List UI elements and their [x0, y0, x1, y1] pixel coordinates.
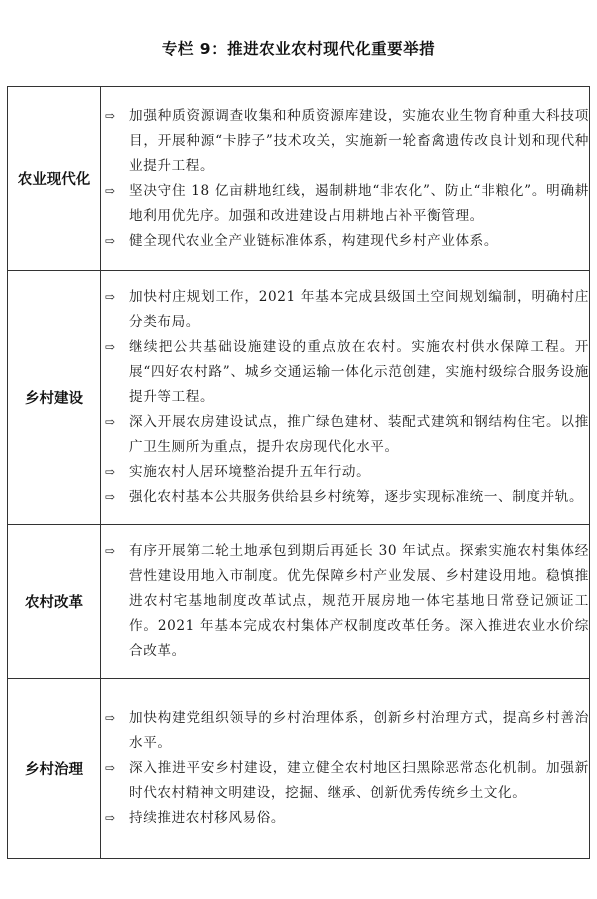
list-item: ⇨ 坚决守住 18 亿亩耕地红线，遏制耕地“非农化”、防止“非粮化”。明确耕地利用优先序。加强和改进建设占用耕地占补平衡管理。 — [101, 179, 589, 229]
hollow-arrow-bullet-icon: ⇨ — [105, 544, 116, 558]
page-title: 专栏 9：推进农业农村现代化重要举措 — [161, 40, 436, 58]
hollow-arrow-bullet-icon: ⇨ — [105, 465, 116, 479]
section-row-agri-modernization — [8, 87, 590, 271]
list-item: ⇨ 强化农村基本公共服务供给县乡村统筹，逐步实现标准统一、制度并轨。 — [101, 485, 589, 510]
hollow-arrow-bullet-icon: ⇨ — [105, 415, 116, 429]
category-cell — [8, 525, 101, 679]
hollow-arrow-bullet-icon: ⇨ — [105, 490, 116, 504]
list-item: ⇨ 加强种质资源调查收集和种质资源库建设，实施农业生物育种重大科技项目，开展种源“卡脖子”技术攻关，实施新一轮畜禽遗传改良计划和现代种业提升工程。 — [101, 104, 589, 179]
list-item: ⇨ 加快构建党组织领导的乡村治理体系，创新乡村治理方式，提高乡村善治水平。 — [101, 706, 589, 756]
measure-list — [101, 706, 589, 831]
list-item: ⇨ 继续把公共基础设施建设的重点放在农村。实施农村供水保障工程。开展“四好农村路”、城乡交通运输一体化示范创建，实施村级综合服务设施提升等工程。 — [101, 335, 589, 410]
hollow-arrow-bullet-icon: ⇨ — [105, 761, 116, 775]
section-row-rural-governance — [8, 679, 590, 859]
category-label: 乡村建设 — [25, 391, 83, 407]
list-item: ⇨ 加快村庄规划工作，2021 年基本完成县级国土空间规划编制，明确村庄分类布局。 — [101, 285, 589, 335]
hollow-arrow-bullet-icon: ⇨ — [105, 711, 116, 725]
category-label: 乡村治理 — [25, 762, 83, 778]
list-item: ⇨ 有序开展第二轮土地承包到期后再延长 30 年试点。探索实施农村集体经营性建设用地入市制度。优先保障乡村产业发展、乡村建设用地。稳慎推进农村宅基地制度改革试点，规范开展房地一体宅基地日常登记颁证工作。2021 年基本完成农村集体产权制度改革任务。深入推进农业水价综合改革。 — [101, 539, 589, 664]
category-label: 农业现代化 — [17, 172, 91, 188]
category-cell — [8, 679, 101, 859]
category-cell — [8, 87, 101, 271]
measure-list — [101, 539, 589, 664]
list-item: ⇨ 持续推进农村移风易俗。 — [101, 806, 589, 831]
hollow-arrow-bullet-icon: ⇨ — [105, 183, 116, 198]
hollow-arrow-bullet-icon: ⇨ — [105, 290, 116, 304]
content-cell — [101, 679, 590, 859]
list-item: ⇨ 实施农村人居环境整治提升五年行动。 — [101, 460, 589, 485]
measures-table — [7, 86, 590, 859]
hollow-arrow-bullet-icon: ⇨ — [105, 811, 116, 825]
list-item: ⇨ 健全现代农业全产业链标准体系，构建现代乡村产业体系。 — [101, 229, 589, 254]
measure-list — [101, 104, 589, 254]
content-cell — [101, 271, 590, 525]
list-item: ⇨ 深入开展农房建设试点，推广绿色建材、装配式建筑和钢结构住宅。以推广卫生厕所为重点，提升农房现代化水平。 — [101, 410, 589, 460]
section-row-rural-reform — [8, 525, 590, 679]
section-row-rural-construction — [8, 271, 590, 525]
content-cell — [101, 525, 590, 679]
category-cell — [8, 271, 101, 525]
list-item: ⇨ 深入推进平安乡村建设，建立健全农村地区扫黑除恶常态化机制。加强新时代农村精神文明建设，挖掘、继承、创新优秀传统乡土文化。 — [101, 756, 589, 806]
category-label: 农村改革 — [25, 595, 83, 611]
content-cell — [101, 87, 590, 271]
hollow-arrow-bullet-icon: ⇨ — [105, 108, 116, 123]
measure-list — [101, 285, 589, 510]
hollow-arrow-bullet-icon: ⇨ — [105, 233, 116, 248]
hollow-arrow-bullet-icon: ⇨ — [105, 340, 116, 354]
